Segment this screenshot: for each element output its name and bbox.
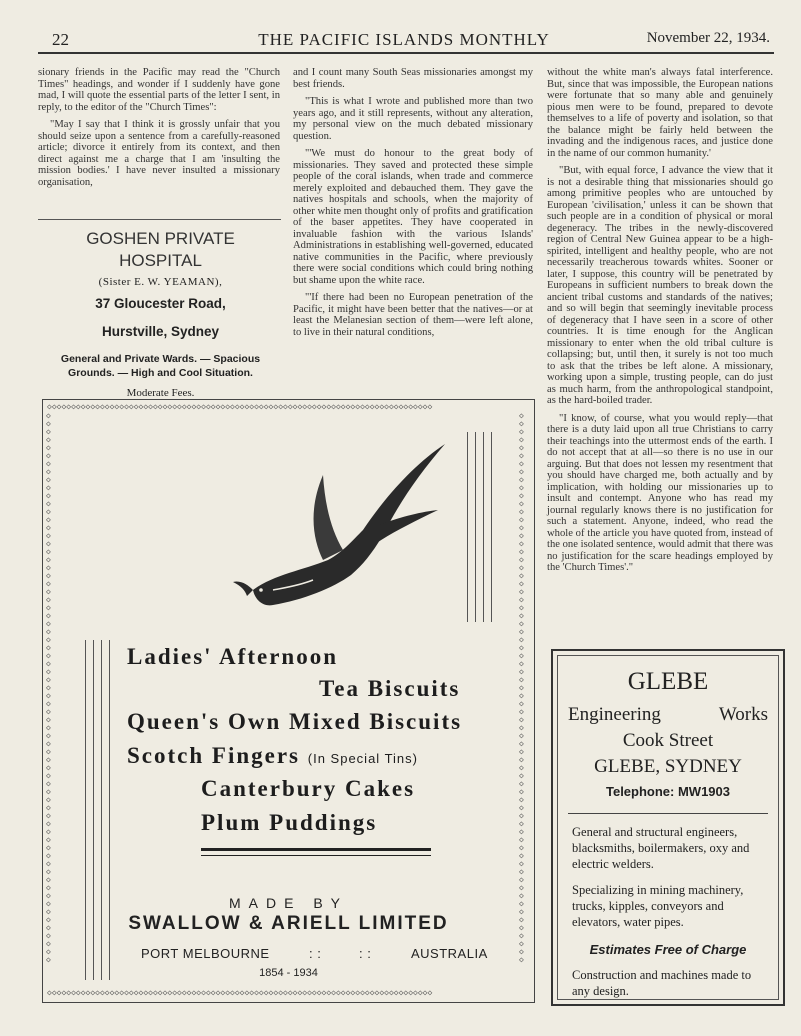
header-rule	[38, 52, 774, 54]
product-line-6: Plum Puddings	[201, 810, 378, 835]
glebe-city: GLEBE, SYDNEY	[594, 756, 742, 777]
swallow-ariell-ad	[42, 399, 535, 1003]
glebe-inner-frame	[557, 655, 779, 1000]
hospital-description: General and Private Wards. — Spacious Grounds. — High and Cool Situation.	[60, 353, 261, 379]
paragraph: "This is what I wrote and published more than two years ago, and it still represents, without any alteration, my personal view on the much debated missionary question.	[293, 96, 533, 142]
article-column-1	[38, 67, 280, 194]
sister-name: (Sister E. W. YEAMAN),	[98, 276, 223, 288]
product-line-1: Ladies' Afternoon	[127, 644, 338, 669]
paragraph: "'If there had been no European penetration of the Pacific, it might have been better that the natives—or at least the Melanesian section of them—were left alone, to live in their natural conditions,	[293, 292, 533, 338]
address-line2: Hurstville, Sydney	[101, 324, 220, 339]
glebe-estimates: Estimates Free of Charge	[589, 942, 747, 957]
paragraph: "'We must do honour to the great body of missionaries. They saved and protected these simple people of the coral islands, when trade and commerce merely exploited and debauched them. They gave the natives hospitals and schools, when the majority of other white men thought only of profits and gratification of the baser appetites. They have cooperated in invaluable fashion with the various Islands' Administrations in establishing well-governed, educated native communities in the Pacific, where previously there were social conditions which could bring nothing but shame upon the white race.	[293, 148, 533, 286]
product-line-4-main: Scotch Fingers	[127, 743, 301, 768]
page-number: 22	[52, 30, 69, 49]
page-header	[38, 30, 770, 52]
divider	[568, 813, 768, 814]
product-line-4	[127, 743, 418, 769]
made-by-label: MADE BY	[228, 895, 348, 911]
decorative-border-left: ◇◇◇◇◇◇◇◇◇◇◇◇◇◇◇◇◇◇◇◇◇◇◇◇◇◇◇◇◇◇◇◇◇◇◇◇◇◇◇◇◇◇◇◇◇◇◇◇◇◇◇◇◇◇◇◇◇◇◇◇◇◇◇◇◇◇◇◇◇	[46, 412, 51, 964]
glebe-name: GLEBE	[627, 668, 709, 695]
address-line1: 37 Gloucester Road,	[95, 296, 226, 311]
article-column-2	[293, 67, 533, 344]
article-column-3	[547, 67, 773, 580]
glebe-services: General and structural engineers, blacksmiths, boilermakers, oxy and electric welders.	[572, 825, 750, 871]
product-line-5: Canterbury Cakes	[201, 776, 416, 801]
paragraph: sionary friends in the Pacific may read the "Church Times" headings, and wonder if I suddenly have gone mad, I will quote the essential parts of the letter I sent, in reply, to the editor of the "Church Times":	[38, 67, 280, 113]
hospital-name-line2: HOSPITAL	[119, 251, 202, 270]
glebe-street: Cook Street	[622, 730, 714, 751]
decorative-border-right: ◇◇◇◇◇◇◇◇◇◇◇◇◇◇◇◇◇◇◇◇◇◇◇◇◇◇◇◇◇◇◇◇◇◇◇◇◇◇◇◇◇◇◇◇◇◇◇◇◇◇◇◇◇◇◇◇◇◇◇◇◇◇◇◇◇◇◇◇◇	[519, 412, 524, 964]
engineering-word: Engineering	[568, 704, 661, 725]
decorative-bar	[201, 855, 431, 856]
location-left: PORT MELBOURNE	[141, 946, 270, 961]
decorative-bar	[201, 848, 431, 851]
decorative-line	[475, 432, 476, 622]
glebe-subtitle	[568, 704, 768, 726]
paragraph: without the white man's always fatal interference. But, since that was impossible, the European nations were fortunate that so many able and genuinely pious men were to be found, prepared to devote themselves to a life of poverty and isolation, so that the balance might be fairly held between the invading and the indigenous races, and justice done in the name of our common humanity.'	[547, 67, 773, 159]
years: 1854 - 1934	[259, 967, 318, 979]
publication-title: THE PACIFIC ISLANDS MONTHLY	[258, 30, 550, 49]
product-line-3: Queen's Own Mixed Biscuits	[127, 709, 463, 734]
company-name: SWALLOW & ARIELL LIMITED	[128, 913, 449, 934]
paragraph: and I count many South Seas missionaries amongst my best friends.	[293, 67, 533, 90]
fees-note: Moderate Fees.	[126, 387, 195, 399]
decorative-border-top: ◇◇◇◇◇◇◇◇◇◇◇◇◇◇◇◇◇◇◇◇◇◇◇◇◇◇◇◇◇◇◇◇◇◇◇◇◇◇◇◇◇◇◇◇◇◇◇◇◇◇◇◇◇◇◇◇◇◇◇◇◇◇◇◇◇◇◇◇◇◇◇◇◇◇◇◇◇◇◇◇	[47, 402, 433, 411]
product-line-4-note: (In Special Tins)	[307, 751, 418, 766]
paragraph: "I know, of course, what you would reply—that there is a duty laid upon all true Christians to carry their teachings into the uttermost ends of the earth. I do not accept that at all—so there is no use in our arguing. But that does not lessen my resentment that you should have charged me, both actually and by implication, with holding our missionaries up to insult and contempt. Anyone who has read my journal regularly knows there is no justification for such a statement. Anyone, indeed, who read the whole of the article you have quoted from, instead of the one isolated sentence, would admit that there was no justification for the scare headings employed by the 'Church Times'."	[547, 412, 773, 573]
works-word: Works	[718, 704, 768, 725]
paragraph: "But, with equal force, I advance the view that it is not a desirable thing that missionaries should go among primitive peoples who are untouched by European 'civilisation,' unless it can be shown that such people are in a condition of physical or moral degeneracy. The tribes in the newly-discovered region of Central New Guinea appear to be a high-spirited, intelligent and healthy people, who are not necessarily treacherous towards whites. Sooner or later, I suppose, this country will be penetrated by Europeans in sufficient numbers to break down the ancient tribal customs and standards of the natives; and so will begin that seemingly inevitable process of degeneracy that I have seen in a score of other countries. It is time enough for the Anglican missionary to enter when the old tribal culture is collapsing; but, until then, it surely is not too much to ask that the tribes be left alone. A missionary, working upon a simple, trusting people, can do just as much harm, from the anthropological standpoint, as the hard-boiled trader.	[547, 165, 773, 406]
location-right: AUSTRALIA	[411, 946, 488, 961]
issue-date: November 22, 1934.	[646, 30, 770, 46]
decorative-border-bottom: ◇◇◇◇◇◇◇◇◇◇◇◇◇◇◇◇◇◇◇◇◇◇◇◇◇◇◇◇◇◇◇◇◇◇◇◇◇◇◇◇◇◇◇◇◇◇◇◇◇◇◇◇◇◇◇◇◇◇◇◇◇◇◇◇◇◇◇◇◇◇◇◇◇◇◇◇◇◇◇◇	[47, 988, 433, 997]
decorative-line	[467, 432, 468, 622]
goshen-hospital-ad	[38, 228, 283, 399]
product-line-2: Tea Biscuits	[319, 676, 461, 701]
glebe-specialties: Specializing in mining machinery, trucks, kipples, conveyors and elevators, water pipes.	[572, 883, 744, 929]
separator: : :	[359, 946, 372, 961]
paragraph: "May I say that I think it is grossly unfair that you should seize upon a sentence from a carefully-reasoned article; divorce it entirely from its context, and then direct against me a charge that I am 'insulting the mission bodies.' I have never insulted a missionary organisation,	[38, 119, 280, 188]
hospital-name-line1: GOSHEN PRIVATE	[86, 229, 235, 248]
swallow-bird-icon	[213, 440, 453, 615]
glebe-construction: Construction and machines made to any design.	[572, 968, 752, 998]
divider	[38, 219, 281, 220]
glebe-engineering-ad	[551, 649, 785, 1006]
decorative-line	[491, 432, 492, 622]
decorative-line	[483, 432, 484, 622]
separator: : :	[309, 946, 322, 961]
glebe-telephone: Telephone: MW1903	[605, 784, 730, 799]
